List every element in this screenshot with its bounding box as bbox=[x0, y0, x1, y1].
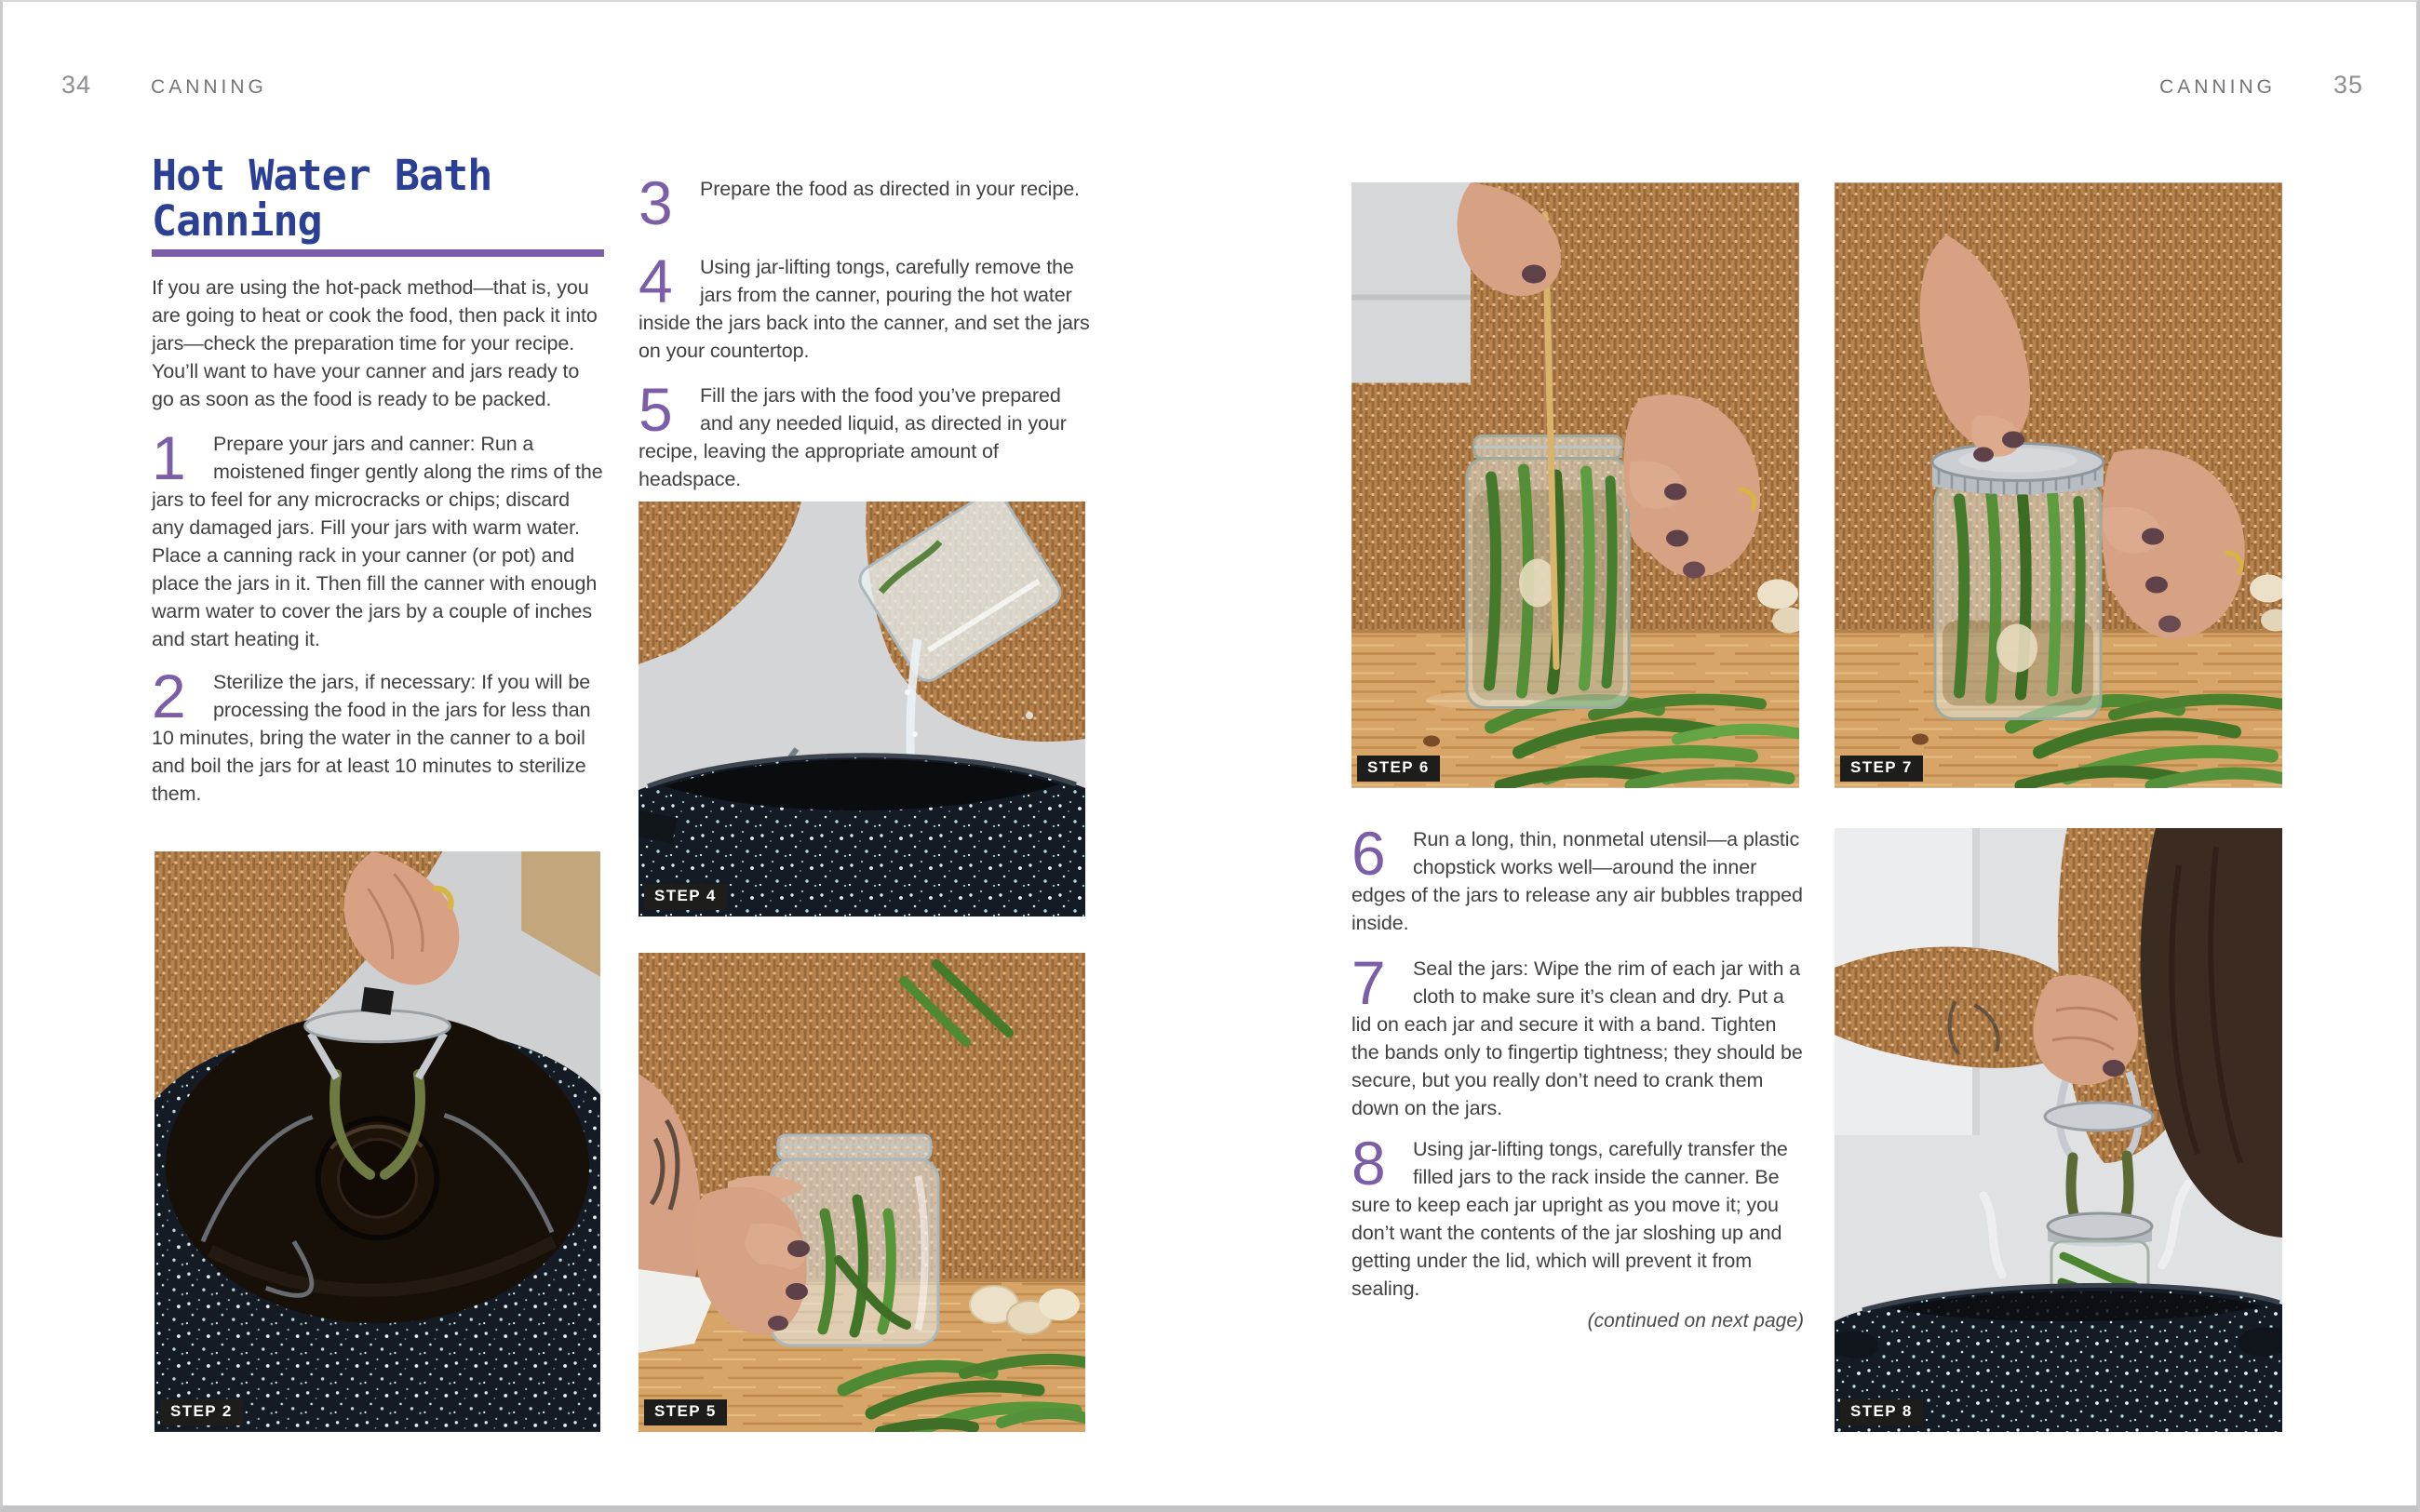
photo-step-6 bbox=[1351, 182, 1799, 788]
step-7-number: 7 bbox=[1351, 948, 1386, 1017]
left-running-head bbox=[61, 71, 267, 100]
step-5-number: 5 bbox=[639, 375, 673, 444]
left-section-label: CANNING bbox=[151, 76, 267, 98]
photo-step-8 bbox=[1835, 828, 2282, 1432]
step-3-number: 3 bbox=[639, 168, 673, 237]
intro-paragraph: If you are using the hot-pack method—that is, you are going to heat or cook the food, then pack it into jars—check the preparation time for your recipe. You’ll want to have your canner and jars ready to go as soon as the food is ready to be packed. bbox=[152, 276, 598, 410]
right-page-number: 35 bbox=[2333, 71, 2363, 99]
step-5-photo-illustration bbox=[639, 953, 1085, 1432]
title-line-2: Canning bbox=[152, 196, 322, 246]
right-section-label: CANNING bbox=[2159, 76, 2276, 98]
step-1 bbox=[152, 423, 604, 653]
photo-step-2-label: STEP 2 bbox=[160, 1399, 243, 1425]
photo-step-7-label: STEP 7 bbox=[1840, 756, 1923, 782]
step-2 bbox=[152, 662, 604, 808]
step-7-photo-illustration bbox=[1835, 182, 2282, 788]
step-3-text: Prepare the food as directed in your recipe. bbox=[700, 178, 1080, 200]
step-3 bbox=[639, 168, 1091, 237]
step-4 bbox=[639, 247, 1091, 365]
step-2-photo-illustration bbox=[155, 851, 600, 1432]
photo-step-5-label: STEP 5 bbox=[644, 1399, 727, 1425]
step-5 bbox=[639, 375, 1091, 493]
step-6-photo-illustration bbox=[1351, 182, 1799, 788]
chapter-title bbox=[152, 153, 604, 244]
title-line-1: Hot Water Bath bbox=[152, 151, 492, 200]
photo-step-4 bbox=[639, 502, 1085, 917]
step-6-number: 6 bbox=[1351, 819, 1386, 888]
step-8-photo-illustration bbox=[1835, 828, 2282, 1432]
step-1-number: 1 bbox=[152, 423, 186, 492]
step-4-photo-illustration bbox=[639, 502, 1085, 917]
step-7-text: Seal the jars: Wipe the rim of each jar with a cloth to make sure it’s clean and dry. Put a lid on each jar and secure it with a band. Tighten the bands only to fingertip tightness; they should be secure, but you really don’t need to crank them down on the jars. bbox=[1351, 957, 1803, 1119]
left-page-number: 34 bbox=[61, 71, 92, 99]
photo-step-2 bbox=[155, 851, 600, 1432]
continued-note: (continued on next page) bbox=[1587, 1310, 1804, 1331]
step-4-text: Using jar-lifting tongs, carefully remove the jars from the canner, pouring the hot water inside the jars back into the canner, and set the jars on your countertop. bbox=[639, 256, 1090, 362]
step-4-number: 4 bbox=[639, 247, 673, 315]
photo-step-5 bbox=[639, 953, 1085, 1432]
step-2-number: 2 bbox=[152, 662, 186, 730]
step-1-text: Prepare your jars and canner: Run a moistened finger gently along the rims of the jars to feel for any microcracks or chips; discard any damaged jars. Fill your jars with warm water. Place a canning rack in your canner (or pot) and place the jars in it. Then fill the canner with enough warm water to cover the jars by a couple of inches and start heating it. bbox=[152, 433, 603, 650]
right-running-head bbox=[2050, 71, 2363, 100]
title-rule bbox=[152, 249, 604, 257]
step-8-number: 8 bbox=[1351, 1129, 1386, 1198]
step-7 bbox=[1351, 948, 1804, 1122]
photo-step-6-label: STEP 6 bbox=[1357, 756, 1440, 782]
photo-step-7 bbox=[1835, 182, 2282, 788]
step-6 bbox=[1351, 819, 1804, 937]
step-6-text: Run a long, thin, nonmetal utensil—a plastic chopstick works well—around the inner edges of the jars to release any air bubbles trapped inside. bbox=[1351, 828, 1803, 934]
photo-step-8-label: STEP 8 bbox=[1840, 1399, 1923, 1425]
step-8 bbox=[1351, 1129, 1804, 1303]
step-2-text: Sterilize the jars, if necessary: If you will be processing the food in the jars for less than 10 minutes, bring the water in the canner to a boil and boil the jars for at least 10 minutes to sterilize them. bbox=[152, 671, 591, 805]
step-8-text: Using jar-lifting tongs, carefully transfer the filled jars to the rack inside the canner. Be sure to keep each jar upright as you move it; you don’t want the contents of the jar sloshing up and getting under the lid, which will prevent it from sealing. bbox=[1351, 1138, 1788, 1300]
photo-step-4-label: STEP 4 bbox=[644, 884, 727, 910]
step-5-text: Fill the jars with the food you’ve prepared and any needed liquid, as directed in your recipe, leaving the appropriate amount of headspace. bbox=[639, 384, 1067, 490]
